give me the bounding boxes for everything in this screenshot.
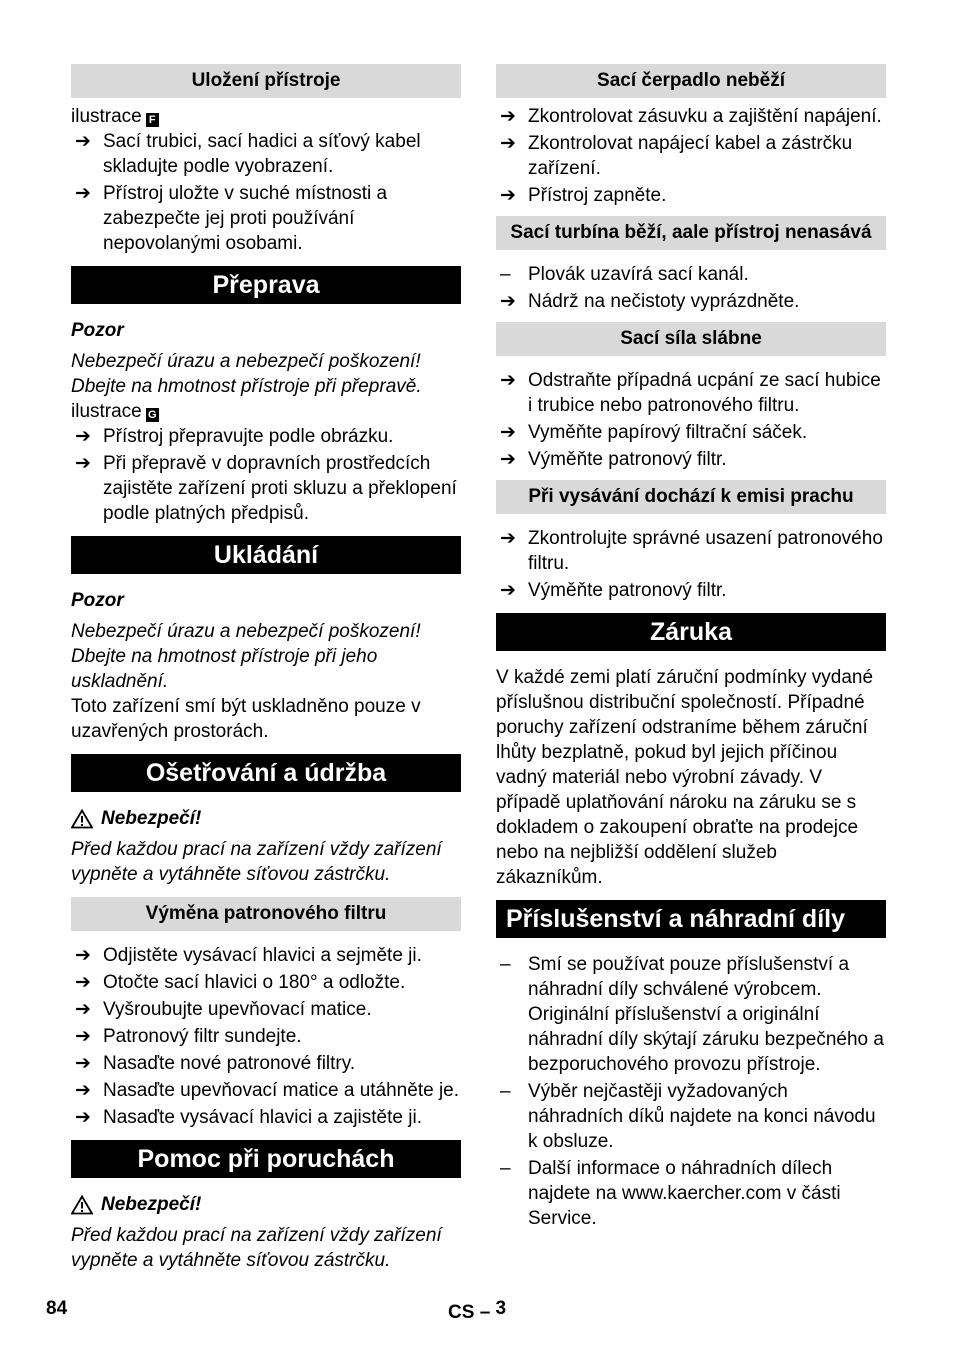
- danger-label-row: [71, 806, 461, 831]
- list-item: – Další informace o náhradních dílech najdete na www.kaercher.com v části Service.: [500, 1158, 841, 1229]
- cerpadlo-list: [496, 104, 886, 208]
- section-page-number: 3: [495, 1298, 507, 1319]
- emise-list: [496, 526, 886, 603]
- section-heading-sila: Sací síla slábne: [496, 322, 886, 356]
- list-item: ➔ Zkontrolujte správné usazení patronového filtru.: [500, 528, 883, 574]
- ulozeni-list: [71, 129, 461, 256]
- list-item: ➔ Zkontrolovat zásuvku a zajištění napájení.: [500, 106, 882, 127]
- arrow-icon: ➔: [500, 370, 516, 391]
- body-text: V každé zemi platí záruční podmínky vydané příslušnou distribuční společností. Případné poruchy zařízení odstraníme během záruční lhůty bezplatně, pokud byl jejich příčinou vadný materiál nebo výrobní závady. V případě uplatňování nároku na záruku se s dokladem o zakoupení obraťte na prodejce nebo na nejbližší oddělení služeb zákazníkům.: [496, 667, 874, 888]
- arrow-icon: ➔: [75, 1053, 91, 1074]
- section-heading-pomoc: Pomoc při poruchách: [71, 1140, 461, 1178]
- caution-text: Nebezpečí úrazu a nebezpečí poškození! Dbejte na hmotnost přístroje při přepravě.: [71, 351, 422, 397]
- warning-triangle-icon: [71, 809, 93, 829]
- section-heading-preprava: Přeprava: [71, 266, 461, 304]
- danger-label: Nebezpečí!: [101, 1194, 202, 1215]
- arrow-icon: ➔: [500, 422, 516, 443]
- arrow-icon: ➔: [500, 449, 516, 470]
- list-item: ➔ Nasaďte vysávací hlavici a zajistěte ji.: [75, 1107, 422, 1128]
- dash-icon: –: [500, 1158, 511, 1179]
- preprava-list: [71, 424, 461, 526]
- arrow-icon: ➔: [500, 528, 516, 549]
- list-item: ➔ Zkontrolovat napájecí kabel a zástrčku zařízení.: [500, 133, 853, 179]
- list-item: ➔ Odstraňte případná ucpání ze sací hubice i trubice nebo patronového filtru.: [500, 370, 881, 416]
- sila-list: [496, 368, 886, 472]
- list-item: ➔ Nasaďte nové patronové filtry.: [75, 1053, 356, 1074]
- list-item: ➔ Přístroj uložte v suché místnosti a zabezpečte jej proti používání nepovolanými osobami.: [75, 183, 388, 254]
- section-heading-cerpadlo: Sací čerpadlo neběží: [496, 64, 886, 98]
- dash-icon: –: [500, 1081, 511, 1102]
- illustration-ref: ilustrace F: [71, 104, 461, 129]
- arrow-icon: ➔: [75, 1026, 91, 1047]
- vymena-list: [71, 943, 461, 1130]
- list-item: ➔ Nádrž na nečistoty vyprázdněte.: [500, 291, 800, 312]
- section-heading-zaruka: Záruka: [496, 613, 886, 651]
- arrow-icon: ➔: [500, 291, 516, 312]
- list-item: ➔ Otočte sací hlavici o 180° a odložte.: [75, 972, 406, 993]
- section-heading-emise: Při vysávání dochází k emisi prachu: [496, 480, 886, 514]
- arrow-icon: ➔: [75, 972, 91, 993]
- caution-label: Pozor: [71, 590, 124, 611]
- section-heading-vymena: Výměna patronového filtru: [71, 897, 461, 931]
- list-item: ➔ Patronový filtr sundejte.: [75, 1026, 302, 1047]
- prislusenstvi-list: [496, 952, 886, 1231]
- arrow-icon: ➔: [75, 999, 91, 1020]
- section-heading-osetrovani: Ošetřování a údržba: [71, 754, 461, 792]
- arrow-icon: ➔: [75, 183, 91, 204]
- illustration-letter-badge: F: [146, 113, 159, 127]
- list-item: – Výběr nejčastěji vyžadovaných náhradních díků najdete na konci návodu k obsluze.: [500, 1081, 876, 1152]
- arrow-icon: ➔: [75, 1080, 91, 1101]
- section-heading-turbina: Sací turbína běží, aale přístroj nenasává: [496, 216, 886, 250]
- right-column: [496, 64, 886, 1233]
- page-number: 84: [46, 1298, 68, 1319]
- turbina-list: [496, 262, 886, 314]
- section-heading-ulozeni: Uložení přístroje: [71, 64, 461, 98]
- separator: –: [479, 1302, 491, 1323]
- danger-label: Nebezpečí!: [101, 808, 202, 829]
- list-item: – Smí se používat pouze příslušenství a náhradní díly schválené výrobcem. Originální příslušenství a originální náhradní díly skýtají záruku bezpečného a bezporuchového provozu přístroje.: [500, 954, 884, 1075]
- language-page-indicator: [448, 1296, 506, 1325]
- list-item: ➔ Při přepravě v dopravních prostředcích zajistěte zařízení proti skluzu a překlopení podle platných předpisů.: [75, 453, 457, 524]
- body-text: Toto zařízení smí být uskladněno pouze v uzavřených prostorách.: [71, 696, 421, 742]
- arrow-icon: ➔: [500, 185, 516, 206]
- warning-triangle-icon: [71, 1195, 93, 1215]
- caution-text: Nebezpečí úrazu a nebezpečí poškození! Dbejte na hmotnost přístroje při jeho uskladnění.: [71, 621, 421, 692]
- danger-text: Před každou prací na zařízení vždy zařízení vypněte a vytáhněte síťovou zástrčku.: [71, 839, 442, 885]
- caution-label: Pozor: [71, 320, 124, 341]
- arrow-icon: ➔: [500, 106, 516, 127]
- list-item: ➔ Výměňte patronový filtr.: [500, 580, 727, 601]
- list-item: ➔ Výměňte patronový filtr.: [500, 449, 727, 470]
- list-item: ➔ Sací trubici, sací hadici a síťový kabel skladujte podle vyobrazení.: [75, 131, 421, 177]
- illustration-letter-badge: G: [146, 408, 159, 422]
- illustration-ref: ilustrace G: [71, 399, 461, 424]
- list-item: ➔ Přístroj zapněte.: [500, 185, 667, 206]
- arrow-icon: ➔: [500, 580, 516, 601]
- arrow-icon: ➔: [75, 453, 91, 474]
- dash-icon: –: [500, 264, 511, 285]
- arrow-icon: ➔: [75, 131, 91, 152]
- list-item: – Plovák uzavírá sací kanál.: [500, 264, 749, 285]
- arrow-icon: ➔: [75, 426, 91, 447]
- arrow-icon: ➔: [75, 945, 91, 966]
- section-heading-prislusenstvi: Příslušenství a náhradní díly: [496, 900, 886, 938]
- danger-label-row: [71, 1192, 461, 1217]
- list-item: ➔ Vyšroubujte upevňovací matice.: [75, 999, 372, 1020]
- danger-text: Před každou prací na zařízení vždy zařízení vypněte a vytáhněte síťovou zástrčku.: [71, 1225, 442, 1271]
- left-column: [71, 64, 461, 1273]
- list-item: ➔ Odjistěte vysávací hlavici a sejměte ji.: [75, 945, 422, 966]
- list-item: ➔ Nasaďte upevňovací matice a utáhněte je.: [75, 1080, 460, 1101]
- dash-icon: –: [500, 954, 511, 975]
- list-item: ➔ Přístroj přepravujte podle obrázku.: [75, 426, 394, 447]
- arrow-icon: ➔: [75, 1107, 91, 1128]
- section-heading-ukladani: Ukládání: [71, 536, 461, 574]
- arrow-icon: ➔: [500, 133, 516, 154]
- list-item: ➔ Vyměňte papírový filtrační sáček.: [500, 422, 808, 443]
- language-code: CS: [448, 1302, 475, 1323]
